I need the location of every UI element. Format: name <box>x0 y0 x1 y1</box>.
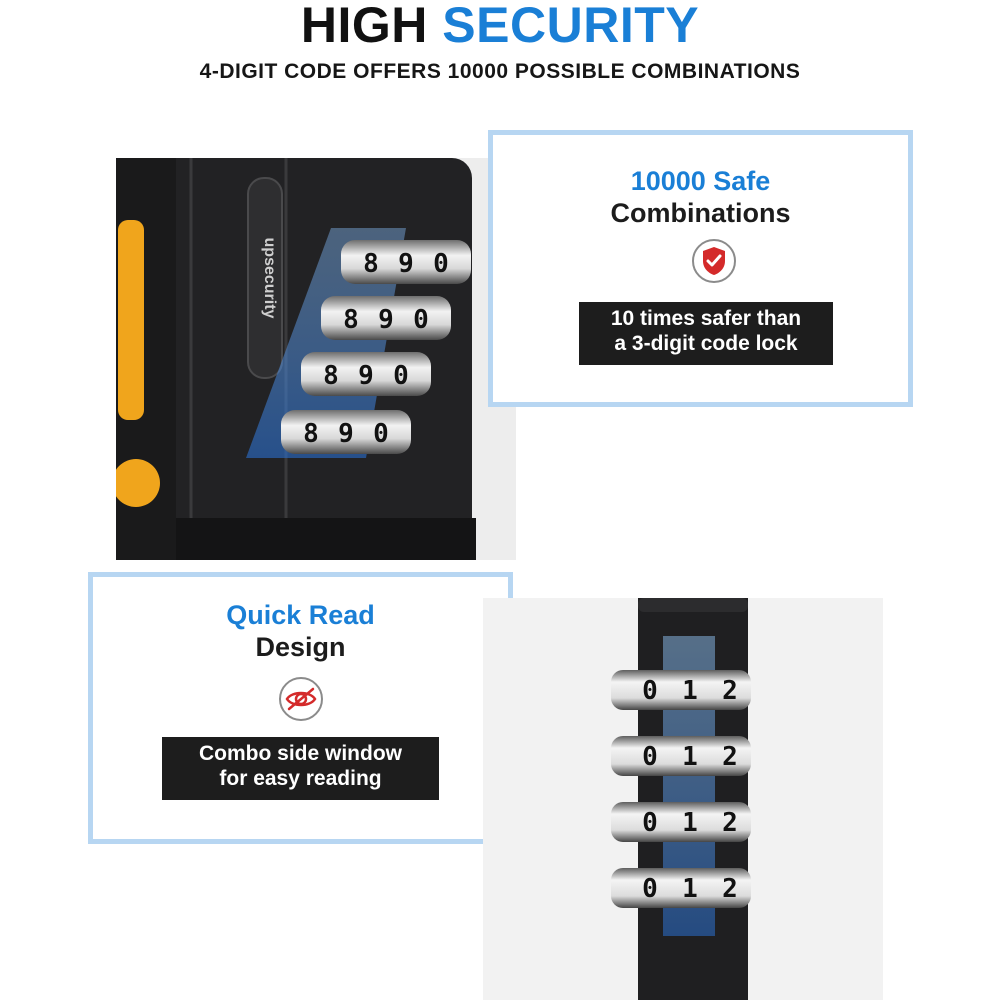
dial-digit: 2 <box>722 874 738 904</box>
dial-row-4 <box>281 410 411 454</box>
safer-than-line-1: 10 times safer than <box>610 307 802 330</box>
dial-digit: 1 <box>682 742 698 772</box>
side-dial-1 <box>611 670 751 710</box>
dial-digit: 0 <box>373 419 389 449</box>
dial-digit: 2 <box>722 742 738 772</box>
dial-digit: 0 <box>642 808 658 838</box>
dial-row-2 <box>321 296 451 340</box>
dial-digit: 9 <box>338 419 354 449</box>
eye-icon <box>277 675 325 723</box>
safer-than-bar <box>579 302 833 365</box>
subheadline: 4-DIGIT CODE OFFERS 10000 POSSIBLE COMBINATIONS <box>199 60 801 83</box>
dial-digit: 1 <box>682 874 698 904</box>
side-dial-2 <box>611 736 751 776</box>
combo-window-line-1: Combo side window <box>199 742 402 765</box>
side-dial-4 <box>611 868 751 908</box>
dial-digit: 2 <box>722 808 738 838</box>
safe-combinations-callout <box>488 130 913 407</box>
callout-title-highlight: 10000 Safe <box>630 166 771 196</box>
dial-digit: 0 <box>433 249 449 279</box>
dial-digit: 9 <box>378 305 394 335</box>
safer-than-line-2: a 3-digit code lock <box>614 332 798 355</box>
orange-stripe <box>118 220 144 420</box>
padlock-front-photo <box>116 158 516 560</box>
dial-row-1 <box>341 240 471 284</box>
dial-digit: 2 <box>722 676 738 706</box>
padlock-front-illustration <box>116 158 516 560</box>
dial-digit: 8 <box>363 249 379 279</box>
quick-read-callout <box>88 572 513 844</box>
callout-title-highlight: Quick Read <box>226 600 375 630</box>
brand-text: upsecurity <box>261 237 278 319</box>
dial-digit: 0 <box>642 874 658 904</box>
dial-row-3 <box>301 352 431 396</box>
dial-digit: 1 <box>682 808 698 838</box>
dial-digit: 0 <box>642 742 658 772</box>
padlock-side-illustration <box>483 598 883 1000</box>
headline-word-high: HIGH <box>300 0 428 53</box>
dial-digit: 8 <box>343 305 359 335</box>
shield-check-icon <box>690 237 738 285</box>
callout-title: Design <box>255 632 346 662</box>
combo-window-line-2: for easy reading <box>219 767 382 790</box>
dial-digit: 0 <box>413 305 429 335</box>
dial-digit: 0 <box>393 361 409 391</box>
headline-word-security: SECURITY <box>442 0 700 53</box>
dial-digit: 0 <box>642 676 658 706</box>
combo-window-bar <box>162 737 439 800</box>
dial-digit: 9 <box>398 249 414 279</box>
dial-digit: 9 <box>358 361 374 391</box>
dial-digit: 8 <box>323 361 339 391</box>
callout-title: Combinations <box>610 198 791 228</box>
headline <box>0 0 1000 53</box>
dial-digit: 8 <box>303 419 319 449</box>
side-dial-3 <box>611 802 751 842</box>
padlock-side-photo <box>483 598 883 1000</box>
dial-digit: 1 <box>682 676 698 706</box>
